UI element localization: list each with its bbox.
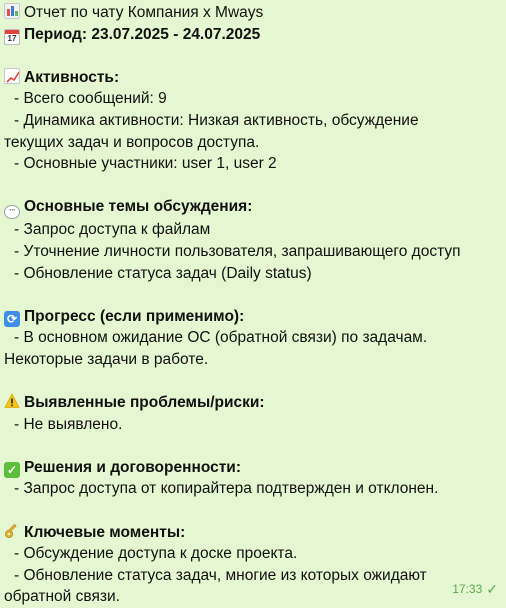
key-icon <box>4 523 20 539</box>
activity-heading-line <box>4 67 496 89</box>
arrows-refresh-icon: ⟳ <box>4 311 20 327</box>
key-points-item: - Обсуждение доступа к доске проекта. <box>14 545 298 563</box>
topics-heading: Основные темы обсуждения: <box>24 198 253 216</box>
speech-balloon-icon: ··· <box>4 205 20 219</box>
problems-heading-line <box>4 392 496 414</box>
progress-heading: Прогресс (если применимо): <box>24 307 245 325</box>
activity-item: - Динамика активности: Низкая активность, обсуждение <box>14 111 419 129</box>
report-title-line <box>4 2 496 24</box>
topics-item: - Запрос доступа к файлам <box>14 221 211 239</box>
check-mark-button-icon: ✓ <box>4 462 20 478</box>
topics-item: - Обновление статуса задач (Daily status) <box>14 264 312 282</box>
period-label: Период: <box>24 25 88 43</box>
calendar-icon: 17 <box>4 29 20 45</box>
key-points-heading: Ключевые моменты: <box>24 523 186 541</box>
problems-item: - Не выявлено. <box>14 415 123 433</box>
spacer <box>4 175 496 197</box>
decisions-heading: Решения и договоренности: <box>24 458 241 476</box>
topics-heading-line <box>4 196 496 219</box>
progress-heading-line <box>4 306 496 328</box>
bar-chart-icon <box>4 3 20 19</box>
period-line <box>4 24 496 46</box>
spacer <box>4 371 496 393</box>
single-check-icon: ✓ <box>486 581 498 597</box>
topics-item: - Уточнение личности пользователя, запрашивающего доступ <box>14 242 461 260</box>
key-points-item-continuation: обратной связи. <box>4 588 120 606</box>
spacer <box>4 500 496 522</box>
spacer <box>4 45 496 67</box>
chart-increasing-icon <box>4 68 20 84</box>
problems-heading: Выявленные проблемы/риски: <box>24 394 265 412</box>
activity-item: - Основные участники: user 1, user 2 <box>14 155 277 173</box>
activity-heading: Активность: <box>24 68 120 86</box>
decisions-heading-line <box>4 457 496 479</box>
progress-item-continuation: Некоторые задачи в работе. <box>4 350 209 368</box>
report-title: Отчет по чату Компания x Mways <box>24 4 264 21</box>
spacer <box>4 284 496 306</box>
message-time: 17:33 <box>452 582 483 596</box>
progress-item: - В основном ожидание ОС (обратной связи) по задачам. <box>14 329 428 347</box>
activity-item-continuation: текущих задач и вопросов доступа. <box>4 133 260 151</box>
key-points-item: - Обновление статуса задач, многие из которых ожидают <box>14 566 427 584</box>
message-meta <box>452 582 498 596</box>
key-points-heading-line <box>4 522 496 544</box>
period-value: 23.07.2025 - 24.07.2025 <box>91 25 261 43</box>
spacer <box>4 435 496 457</box>
decisions-item: - Запрос доступа от копирайтера подтвержден и отклонен. <box>14 480 439 498</box>
warning-icon <box>4 393 20 409</box>
activity-item: - Всего сообщений: 9 <box>14 90 167 108</box>
